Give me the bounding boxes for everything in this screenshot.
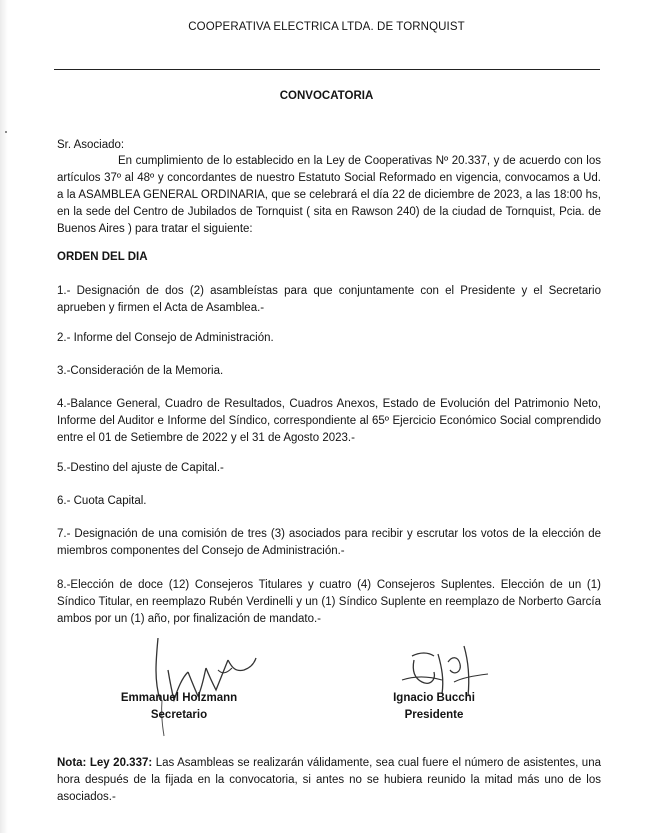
- orden-del-dia-title: ORDEN DEL DIA: [57, 251, 148, 263]
- intro-paragraph: En cumplimiento de lo establecido en la Ley de Cooperativas Nº 20.337, y de acuerdo con los artículos 37º al 48º y concordantes de nuestro Estatuto Social Reformado en vigencia, convocamos a Ud. a la ASAMBLEA GENERAL ORDINARIA, que se celebrará el día 22 de diciembre de 2023, a las 18:00 hs, en la sede del Centro de Jubilados de Tornquist ( sita en Rawson 240) de la ciudad de Tornquist, Pcia. de Buenos Aires ) para tratar el siguiente:: [57, 155, 601, 235]
- agenda-item-1: 1.- Designación de dos (2) asambleístas para que conjuntamente con el Presidente y el Secretario aprueben y firmen el Acta de Asamblea.-: [57, 285, 601, 314]
- agenda-item-4: 4.-Balance General, Cuadro de Resultados, Cuadros Anexos, Estado de Evolución del Patrimonio Neto, Informe del Auditor e Informe del Síndico, correspondiente al 65º Ejercicio Económico Social comprendido entre el 01 de Setiembre de 2022 y el 31 de Agosto 2023.-: [57, 398, 601, 444]
- header-rule: [54, 69, 600, 70]
- salutation: Sr. Asociado:: [57, 139, 125, 151]
- document-title: CONVOCATORIA: [279, 90, 374, 102]
- company-header: COOPERATIVA ELECTRICA LTDA. DE TORNQUIST: [188, 21, 465, 33]
- agenda-item-7: 7.- Designación de una comisión de tres (3) asociados para recibir y escrutar los votos de la elección de miembros componentes del Consejo de Administración.-: [57, 528, 601, 557]
- signature-block-presidente: [381, 690, 487, 724]
- signatory-name-left: Emmanuel Holzmann: [120, 692, 238, 704]
- agenda-item-6: 6.- Cuota Capital.: [57, 495, 147, 507]
- agenda-item-5: 5.-Destino del ajuste de Capital.-: [57, 462, 224, 474]
- signatory-role-right: Presidente: [404, 709, 464, 721]
- signatory-name-right: Ignacio Bucchi: [393, 692, 475, 704]
- agenda-item-2: 2.- Informe del Consejo de Administración.: [57, 332, 274, 344]
- agenda-item-8: 8.-Elección de doce (12) Consejeros Titulares y cuatro (4) Consejeros Suplentes. Elección de un (1) Síndico Titular, en reemplazo Rubén Verdinelli y un (1) Síndico Suplente en reemplazo de Norberto García ambos por un (1) año, por finalización de mandato.-: [57, 579, 601, 625]
- scan-speck: [5, 131, 7, 133]
- legal-note: [57, 755, 601, 806]
- signature-block-secretario: [112, 690, 246, 724]
- note-label: Nota: Ley 20.337:: [57, 757, 153, 769]
- page-edge-shadow: [0, 0, 8, 833]
- agenda-item-3: 3.-Consideración de la Memoria.: [57, 365, 224, 377]
- note-text: Las Asambleas se realizarán válidamente, sea cual fuere el número de asistentes, una hora después de la fijada en la convocatoria, si antes no se hubiera reunido la mitad más uno de los asociados.-: [57, 757, 601, 803]
- signatory-role-left: Secretario: [150, 709, 208, 721]
